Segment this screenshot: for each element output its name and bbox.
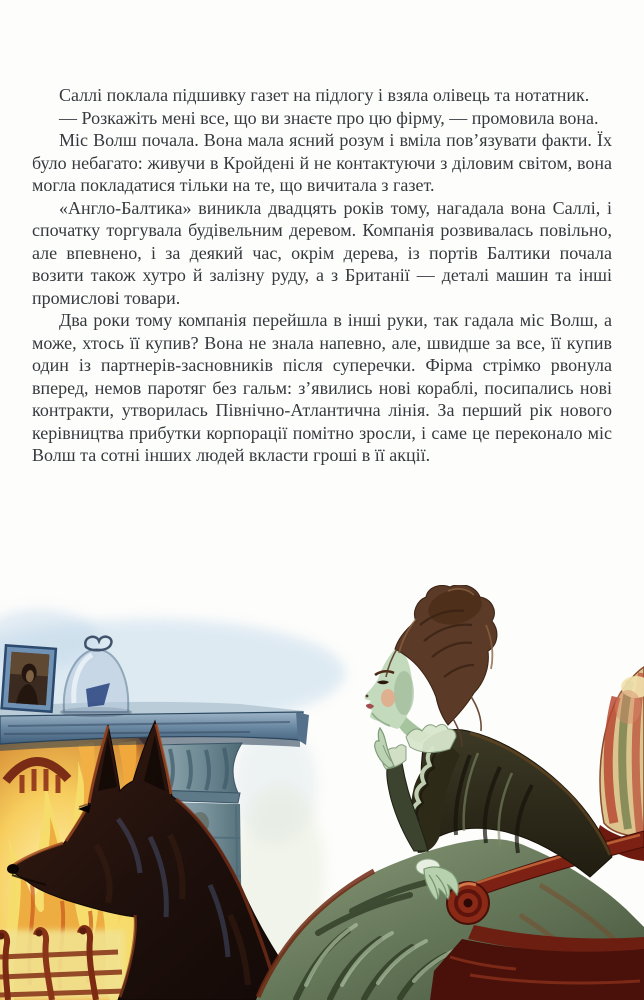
- dog-nose: [7, 864, 19, 874]
- framed-portrait: [2, 645, 56, 711]
- body-text: [32, 84, 612, 467]
- cheek-blush: [381, 689, 395, 707]
- paragraph-5: Два роки тому компанія перейшла в інші руки, так гадала міс Волш, а може, хтось її купив? Вона не знала напевно, але, швидше за все, її купив один із партнерів-засновників після суперечки. Фірма стрімко рвонула вперед, немов паротяг без гальм: з’явились нові кораблі, посипались нові контракти, утворилась Північно-Атлантична лінія. За перший рік нового керівництва прибутки корпорації помітно зросли, і саме це переконало міс Волш та сотні інших людей вкласти гроші в її акції.: [32, 310, 612, 465]
- fire-fender: [0, 928, 126, 1000]
- striped-bolster: [596, 667, 644, 861]
- paragraph-2: — Розкажіть мені все, що ви знаєте про цю фірму, — промовила вона.: [59, 107, 599, 128]
- paragraph-3: Міс Волш почала. Вона мала ясний розум і вміла пов’язувати факти. Їх було небагато: живучи в Кройдені й не контактуючи з діловим світом, вона могла покладатися тільки на те, що вичитала з газет.: [32, 130, 612, 195]
- illustration: [0, 585, 644, 1000]
- paragraph-4: «Англо-Балтика» виникла двадцять років тому, нагадала вона Саллі, і спочатку торгувала будівельним деревом. Компанія розвивалась повільно, але впевнено, і за деякий час, окрім дерева, із портів Балтики почала возити також хутро й залізну руду, а з Британії — деталі машин та інші промислові товари.: [32, 197, 612, 308]
- head: [365, 585, 497, 747]
- paragraph-1: Саллі поклала підшивку газет на підлогу і взяла олівець та нотатник.: [59, 85, 590, 105]
- illustration-svg: [0, 585, 644, 1000]
